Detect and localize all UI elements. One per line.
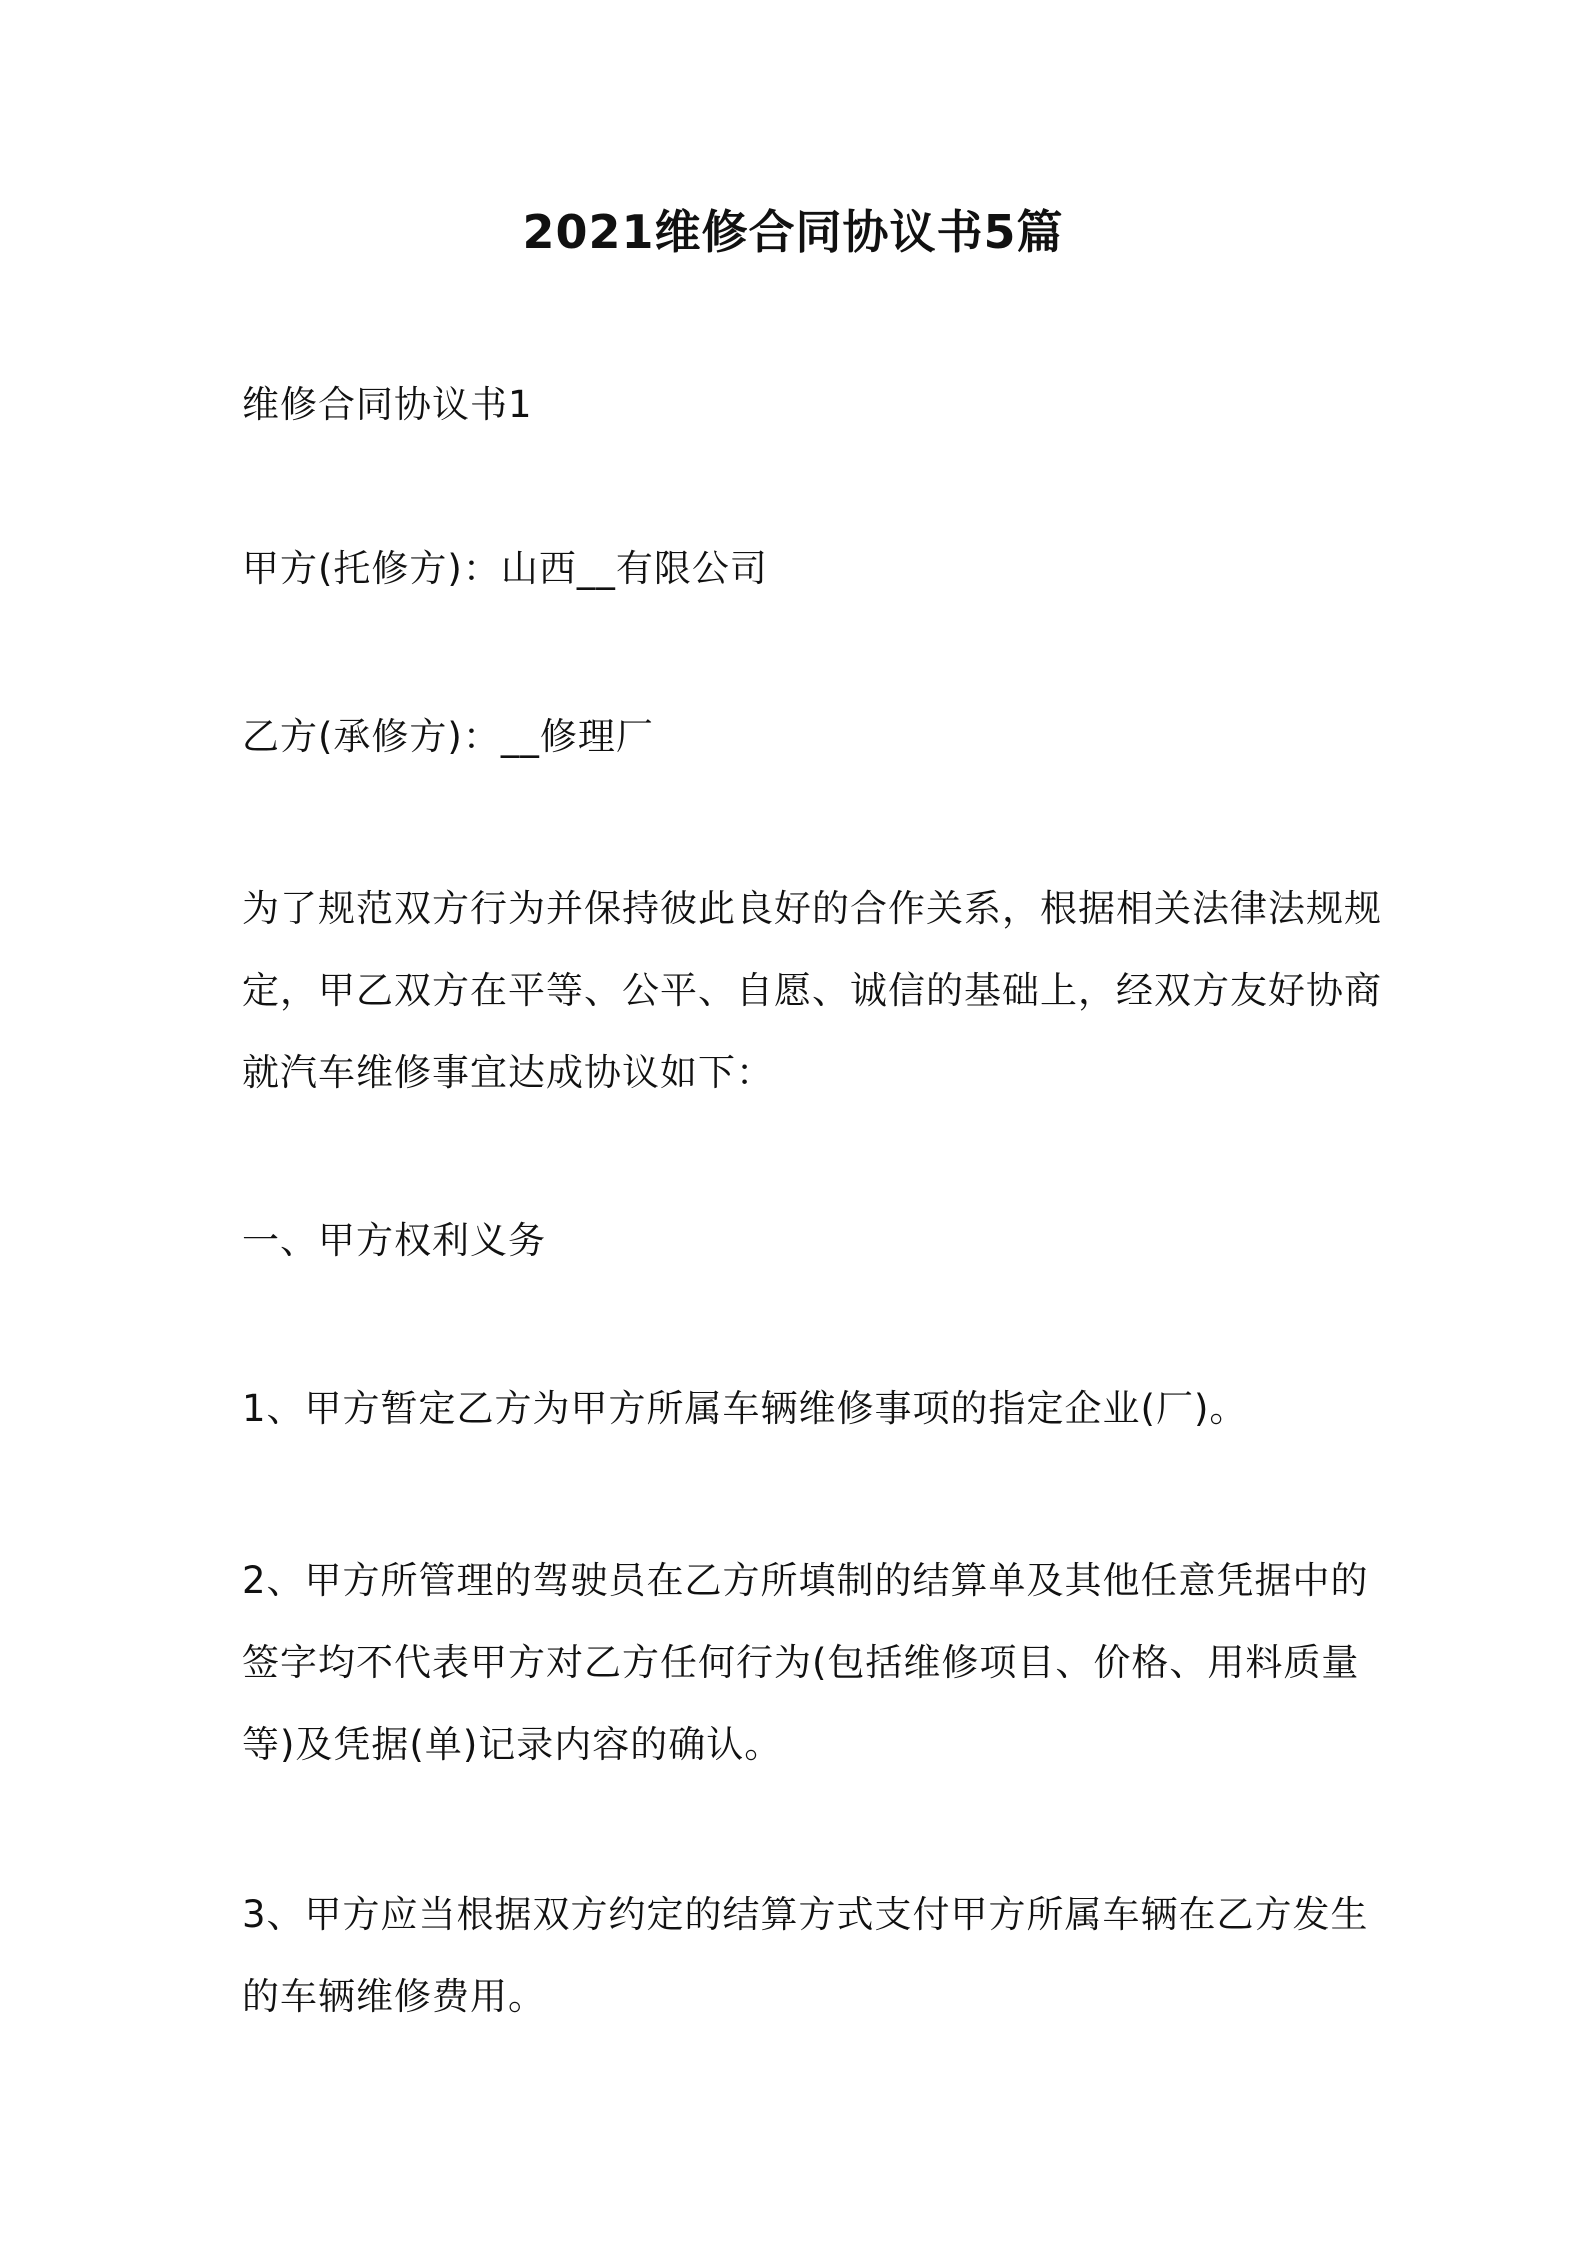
clause-line: 3、甲方应当根据双方约定的结算方式支付甲方所属车辆在乙方发生: [242, 1893, 1369, 1936]
clause-line: 的车辆维修费用。: [242, 1975, 546, 2018]
document-title: 2021维修合同协议书5篇: [522, 205, 1064, 259]
preamble-line: 就汽车维修事宜达成协议如下：: [242, 1051, 774, 1094]
contract-subtitle: 维修合同协议书1: [242, 383, 533, 426]
preamble-line: 定，甲乙双方在平等、公平、自愿、诚信的基础上，经双方友好协商: [242, 969, 1382, 1012]
preamble-line: 为了规范双方行为并保持彼此良好的合作关系，根据相关法律法规规: [242, 887, 1382, 930]
party-b-line: 乙方(承修方)：__修理厂: [242, 715, 654, 758]
clause-2: [242, 1540, 1369, 1786]
clause-1: [242, 1368, 1362, 1450]
clause-line: 2、甲方所管理的驾驶员在乙方所填制的结算单及其他任意凭据中的: [242, 1559, 1369, 1602]
preamble-paragraph: [242, 868, 1382, 1114]
clause-line: 等)及凭据(单)记录内容的确认。: [242, 1723, 783, 1766]
clause-3: [242, 1874, 1369, 2038]
section-heading: 一、甲方权利义务: [242, 1219, 546, 1262]
party-a-line: 甲方(托修方)：山西__有限公司: [242, 547, 768, 590]
clause-line: 签字均不代表甲方对乙方任何行为(包括维修项目、价格、用料质量: [242, 1641, 1360, 1684]
clause-line: 1、甲方暂定乙方为甲方所属车辆维修事项的指定企业(厂)。: [242, 1387, 1248, 1430]
